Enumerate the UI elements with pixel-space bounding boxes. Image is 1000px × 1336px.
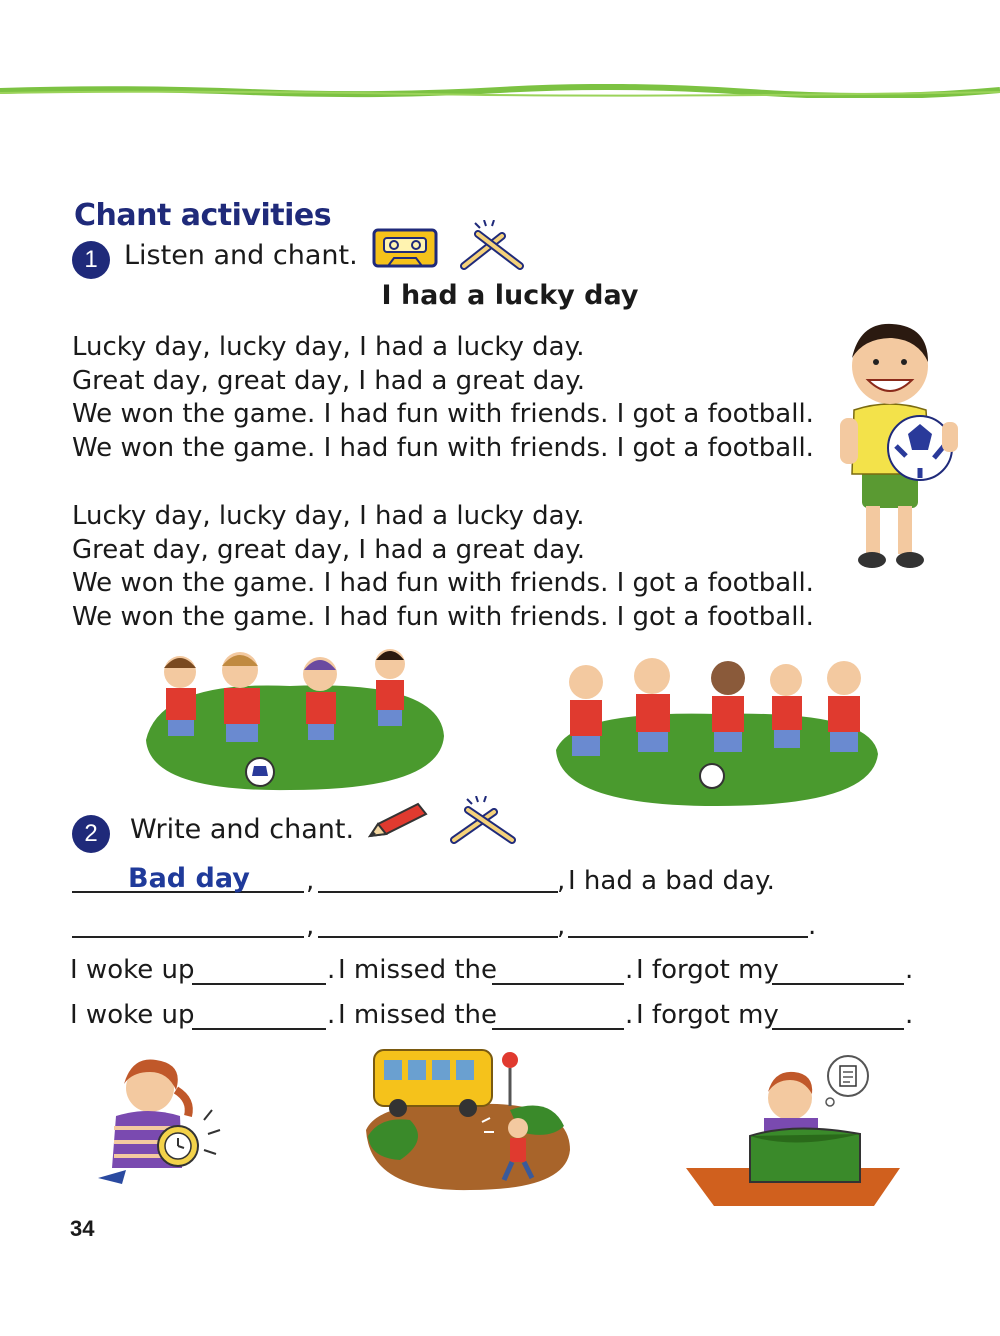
line-1-tail-text: I had a bad day. (568, 866, 775, 896)
pencil-icon (366, 800, 430, 840)
team-cheering-illustration (552, 620, 882, 810)
example-answer: Bad day (128, 863, 250, 894)
woke-up-text: I woke up (70, 1000, 195, 1030)
period: . (327, 1000, 336, 1030)
missed-the-text: I missed the (338, 1000, 498, 1030)
missed-the-text: I missed the (338, 955, 498, 985)
missed-bus-illustration (360, 1040, 575, 1195)
period: . (905, 1000, 914, 1030)
kids-playing-football-illustration (140, 640, 450, 800)
exercise-2-number: 2 (72, 815, 110, 853)
verse-line: Great day, great day, I had a great day. (72, 534, 586, 565)
blank-line[interactable] (72, 936, 304, 938)
verse-line: We won the game. I had fun with friends. I got a football. (72, 399, 814, 430)
blank-line[interactable] (492, 1028, 624, 1030)
verse-line: We won the game. I had fun with friends. I got a football. (72, 568, 814, 599)
exercise-1-instruction: Listen and chant. (124, 240, 358, 271)
comma: , (306, 866, 315, 896)
page-number: 34 (70, 1216, 95, 1241)
verse-line: We won the game. I had fun with friends. I got a football. (72, 432, 814, 463)
comma: , (557, 866, 566, 896)
period: . (808, 911, 817, 941)
period: . (625, 1000, 634, 1030)
comma: , (557, 911, 566, 941)
period: . (905, 955, 914, 985)
section-title: Chant activities (74, 198, 332, 233)
rhythm-sticks-icon (446, 796, 518, 844)
blank-line[interactable] (772, 983, 904, 985)
verse-line: We won the game. I had fun with friends. I got a football. (72, 601, 814, 632)
period: . (327, 955, 336, 985)
boy-with-football-illustration (830, 318, 965, 578)
blank-line[interactable] (318, 936, 558, 938)
girl-with-alarm-clock-illustration (92, 1050, 232, 1190)
verse-line: Lucky day, lucky day, I had a lucky day. (72, 501, 585, 531)
woke-up-text: I woke up (70, 955, 195, 985)
blank-line[interactable] (318, 891, 558, 893)
chant-verse-1 (72, 331, 814, 465)
exercise-1-number: 1 (72, 241, 110, 279)
exercise-2-instruction: Write and chant. (130, 814, 355, 845)
rhythm-sticks-icon (456, 220, 526, 270)
top-green-rule (0, 84, 1000, 98)
verse-line: Great day, great day, I had a great day. (72, 365, 586, 396)
blank-line[interactable] (772, 1028, 904, 1030)
chant-verse-2 (72, 500, 814, 634)
forgot-my-text: I forgot my (636, 1000, 779, 1030)
chant-title: I had a lucky day (381, 280, 639, 311)
boy-forgot-homework-illustration (684, 1050, 904, 1210)
comma: , (306, 911, 315, 941)
period: . (625, 955, 634, 985)
blank-line[interactable] (192, 983, 326, 985)
cassette-tape-icon (372, 228, 438, 268)
blank-line[interactable] (568, 936, 808, 938)
forgot-my-text: I forgot my (636, 955, 779, 985)
blank-line[interactable] (192, 1028, 326, 1030)
blank-line[interactable] (492, 983, 624, 985)
verse-line: Lucky day, lucky day, I had a lucky day. (72, 332, 585, 362)
